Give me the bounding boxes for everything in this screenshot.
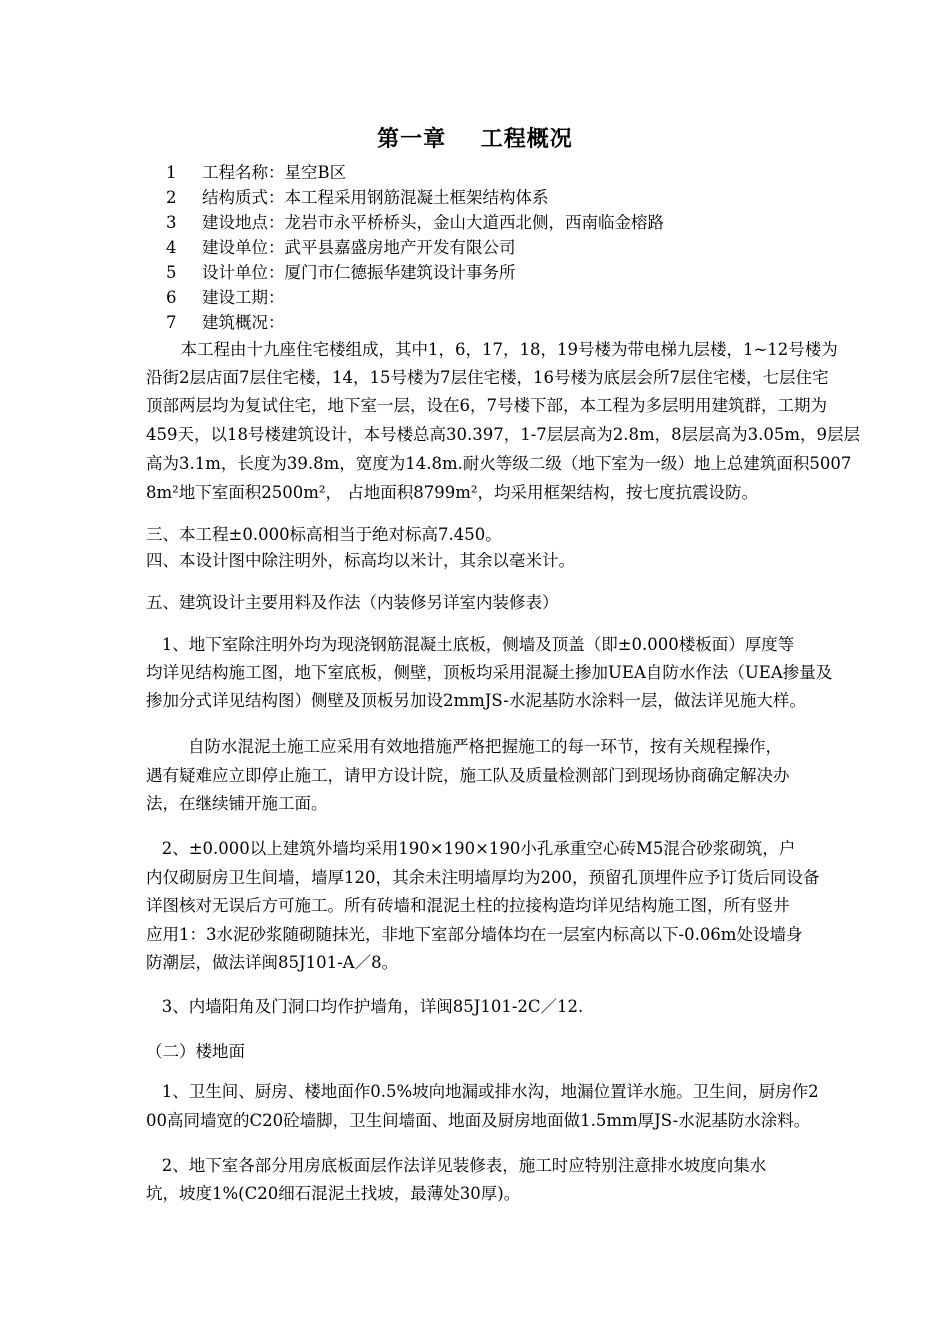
overview-line: 顶部两层均为复试住宅，地下室一层，设在6，7号楼下部，本工程为多层明用建筑群，工期为 — [146, 396, 827, 415]
section-heading: 三、本工程±0.000标高相当于绝对标高7.450。 — [146, 525, 502, 544]
paragraph-line: 3、内墙阳角及门洞口均作护墙角，详闽85J101-2C／12. — [146, 997, 584, 1016]
list-item — [166, 165, 346, 182]
item-number: 5 — [166, 263, 177, 282]
overview-line: 沿街2层店面7层住宅楼，14，15号楼为7层住宅楼，16号楼为底层会所7层住宅楼，七层住宅 — [146, 368, 829, 387]
item-number: 2 — [166, 188, 177, 207]
list-item — [166, 190, 549, 207]
overview-line: 高为3.1m，长度为39.8m，宽度为14.8m.耐火等级二级（地下室为一级）地上总建筑面积5007 — [146, 454, 852, 473]
overview-line: 459天，以18号楼建筑设计，本号楼总高30.397，1-7层层高为2.8m，8层层高为3.05m，9层层 — [146, 425, 861, 444]
paragraph-line: 内仅砌厨房卫生间墙，墙厚120，其余未注明墙厚均为200，预留孔顶埋件应予订货后同设备 — [146, 868, 820, 887]
section-heading: 五、建筑设计主要用料及作法（内装修另详室内装修表） — [146, 593, 559, 612]
paragraph-line: 法，在继续铺开施工面。 — [146, 794, 328, 813]
list-item — [166, 290, 285, 307]
paragraph-line: 防潮层，做法详闽85J101-A／8。 — [146, 953, 399, 972]
item-text: 建设地点：龙岩市永平桥桥头，金山大道西北侧，西南临金榕路 — [202, 213, 664, 232]
item-number: 1 — [166, 163, 177, 182]
item-number: 6 — [166, 288, 177, 307]
paragraph-line: 详图核对无误后方可施工。所有砖墙和混泥土柱的拉接构造均详见结构施工图，所有竖井 — [146, 896, 790, 915]
list-item — [166, 315, 285, 332]
paragraph-line: 均详见结构施工图，地下室底板，侧壁，顶板均采用混凝土掺加UEA自防水作法（UEA掺量及 — [146, 663, 833, 682]
item-text: 建设单位：武平县嘉盛房地产开发有限公司 — [202, 238, 516, 257]
paragraph-line: 坑，坡度1%(C20细石混泥土找坡，最薄处30厚)。 — [146, 1184, 521, 1203]
item-number: 4 — [166, 238, 177, 257]
item-text: 建筑概况： — [202, 313, 285, 332]
list-item — [166, 265, 516, 282]
paragraph-line: 自防水混泥土施工应采用有效地措施严格把握施工的每一环节，按有关规程操作， — [146, 737, 782, 756]
item-text: 工程名称：星空B区 — [202, 163, 347, 182]
paragraph-line: 2、地下室各部分用房底板面层作法详见装修表，施工时应特别注意排水坡度向集水 — [146, 1156, 767, 1175]
overview-line: 本工程由十九座住宅楼组成，其中1，6，17，18，19号楼为带电梯九层楼，1~12号楼为 — [170, 340, 838, 359]
page-title: 第一章 工程概况 — [377, 126, 573, 152]
overview-line: 8m²地下室面积2500m²， 占地面积8799m²，均采用框架结构，按七度抗震设防。 — [146, 483, 759, 502]
paragraph-line: 2、±0.000以上建筑外墙均采用190×190×190小孔承重空心砖M5混合砂浆砌筑，户 — [146, 839, 796, 858]
item-text: 建设工期： — [202, 288, 285, 307]
list-item — [166, 240, 516, 257]
paragraph-line: 应用1：3水泥砂浆随砌随抹光，非地下室部分墙体均在一层室内标高以下-0.06m处设墙身 — [146, 925, 803, 944]
paragraph-line: 遇有疑难应立即停止施工，请甲方设计院，施工队及质量检测部门到现场协商确定解决办 — [146, 766, 790, 785]
paragraph-line: 1、卫生间、厨房、楼地面作0.5%坡向地漏或排水沟，地漏位置详水施。卫生间，厨房作2 — [146, 1082, 819, 1101]
section-heading: 四、本设计图中除注明外，标高均以米计，其余以毫米计。 — [146, 551, 575, 570]
subsection-heading: （二）楼地面 — [146, 1042, 245, 1061]
paragraph-line: 1、地下室除注明外均为现浇钢筋混凝土底板，侧墙及顶盖（即±0.000楼板面）厚度等 — [146, 635, 795, 654]
list-item — [166, 215, 664, 232]
item-number: 7 — [166, 313, 177, 332]
item-text: 结构质式：本工程采用钢筋混凝土框架结构体系 — [202, 188, 549, 207]
paragraph-line: 00高同墙宽的C20砼墙脚，卫生间墙面、地面及厨房地面做1.5mm厚JS-水泥基防水涂料。 — [146, 1111, 811, 1130]
item-number: 3 — [166, 213, 177, 232]
paragraph-line: 掺加分式详见结构图）侧壁及顶板另加设2mmJS-水泥基防水涂料一层，做法详见施大样。 — [146, 691, 806, 710]
item-text: 设计单位：厦门市仁德振华建筑设计事务所 — [202, 263, 516, 282]
